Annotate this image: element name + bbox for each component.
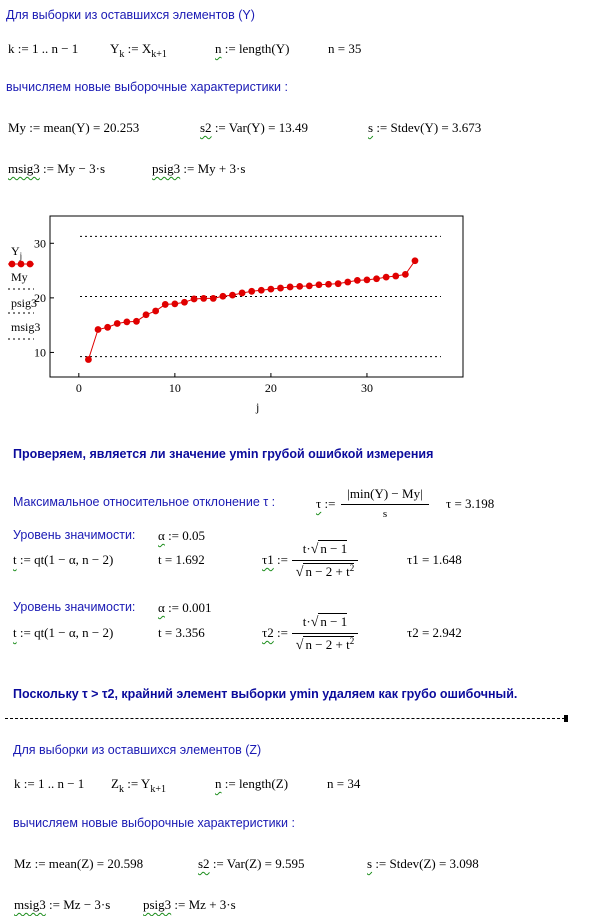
t-definition-2[interactable]: t := qt(1 − α, n − 2) — [13, 625, 114, 640]
mean-z-expr[interactable]: Mz := mean(Z) = 20.598 — [14, 856, 144, 871]
max-dev-label: Максимальное относительное отклонение τ : — [13, 495, 276, 509]
x-axis-label: j — [256, 400, 260, 414]
y-data-point — [229, 292, 236, 299]
y-data-point — [171, 300, 178, 307]
y-data-point — [354, 277, 361, 284]
y-data-point — [152, 308, 159, 315]
mean-y-expr[interactable]: My := mean(Y) = 20.253 — [8, 120, 140, 135]
y-tick-label: 20 — [34, 290, 46, 305]
tau2-value-result[interactable]: τ2 = 2.942 — [407, 625, 462, 640]
z-definition-expr[interactable]: $Z_k$ := $Y_{k+1}$ — [111, 776, 166, 795]
y-tick-label: 30 — [34, 236, 46, 251]
y-data-point — [104, 324, 111, 331]
y-data-point — [268, 286, 275, 293]
y-data-point — [191, 296, 198, 303]
tau1-fraction[interactable]: t·√ n − 1 √ $n - 2 + t^2$ — [292, 541, 358, 581]
tau1-definition-lhs[interactable]: τ1 := — [262, 552, 288, 567]
significance-label-2: Уровень значимости: — [13, 600, 136, 614]
psig3-expr-z[interactable]: psig3 := Mz + 3·s — [143, 897, 236, 912]
legend-y-label: $Y_j$ — [11, 244, 23, 261]
tau2-fraction[interactable]: t·√ n − 1 √ $n - 2 + t^2$ — [292, 614, 358, 654]
t-definition-1[interactable]: t := qt(1 − α, n − 2) — [13, 552, 114, 567]
plot-frame — [50, 216, 463, 377]
n-definition-expr-z[interactable]: n := length(Z) — [215, 776, 289, 791]
k-range-expr[interactable]: k := 1 .. n − 1 — [8, 41, 79, 56]
y-data-point — [95, 326, 102, 333]
section-subtitle-z: вычисляем новые выборочные характеристики : — [13, 816, 295, 830]
y-data-point — [210, 295, 217, 302]
page-divider — [5, 718, 565, 719]
conclusion-text: Поскольку τ > τ2, крайний элемент выборки ymin удаляем как грубо ошибочный. — [13, 687, 518, 701]
y-data-point — [344, 279, 351, 286]
y-data-point — [335, 280, 342, 287]
t-value-result-1[interactable]: t = 1.692 — [158, 552, 205, 567]
alpha-definition-2[interactable]: α := 0.001 — [158, 600, 212, 615]
y-data-point — [85, 356, 92, 363]
y-data-point — [162, 301, 169, 308]
var-z-expr[interactable]: s2 := Var(Z) = 9.595 — [198, 856, 305, 871]
y-definition-expr[interactable]: $Y_k$ := $X_{k+1}$ — [110, 41, 167, 60]
y-data-point — [402, 271, 409, 278]
y-data-point — [239, 290, 246, 297]
x-tick-label: 10 — [168, 381, 181, 395]
tau-value-result[interactable]: τ = 3.198 — [446, 496, 495, 511]
y-data-point — [412, 257, 419, 264]
alpha-definition-1[interactable]: α := 0.05 — [158, 528, 206, 543]
y-tick-label: 10 — [34, 345, 46, 360]
y-data-point — [316, 281, 323, 288]
y-data-point — [373, 275, 380, 282]
psig3-expr[interactable]: psig3 := My + 3·s — [152, 161, 246, 176]
legend-psig3-label: psig3 — [11, 296, 38, 310]
section-subtitle-y: вычисляем новые выборочные характеристики : — [6, 80, 288, 94]
y-data-point — [143, 311, 150, 318]
tau2-definition-lhs[interactable]: τ2 := — [262, 625, 288, 640]
x-tick-label: 0 — [75, 381, 82, 395]
y-data-point — [306, 282, 313, 289]
divider-end-marker — [564, 715, 568, 722]
tau-fraction[interactable]: |min(Y) − My| s — [341, 486, 429, 520]
n-definition-expr[interactable]: n := length(Y) — [215, 41, 290, 56]
y-data-point — [200, 295, 207, 302]
tau1-value-result[interactable]: τ1 = 1.648 — [407, 552, 462, 567]
legend-y-marker — [18, 261, 25, 268]
y-data-point — [123, 318, 130, 325]
y-data-point — [392, 273, 399, 280]
legend-my-label: My — [11, 270, 28, 284]
n-value-result-z[interactable]: n = 34 — [327, 776, 361, 791]
k-range-expr-z[interactable]: k := 1 .. n − 1 — [14, 776, 85, 791]
y-data-point — [181, 299, 188, 306]
msig3-expr[interactable]: msig3 := My − 3·s — [8, 161, 106, 176]
x-tick-label: 20 — [264, 381, 277, 395]
y-data-point — [258, 287, 265, 294]
y-data-point — [364, 276, 371, 283]
stdev-y-expr[interactable]: s := Stdev(Y) = 3.673 — [368, 120, 482, 135]
y-data-point — [296, 283, 303, 290]
y-data-point — [277, 285, 284, 292]
y-data-point — [325, 281, 332, 288]
msig3-expr-z[interactable]: msig3 := Mz − 3·s — [14, 897, 111, 912]
section-title-z: Для выборки из оставшихся элементов (Z) — [13, 743, 262, 757]
y-data-point — [287, 284, 294, 291]
var-y-expr[interactable]: s2 := Var(Y) = 13.49 — [200, 120, 308, 135]
x-tick-label: 30 — [360, 381, 373, 395]
legend-y-marker — [27, 261, 34, 268]
y-data-point — [219, 293, 226, 300]
check-title: Проверяем, является ли значение ymin грубой ошибкой измерения — [13, 447, 434, 461]
significance-label-1: Уровень значимости: — [13, 528, 136, 542]
stdev-z-expr[interactable]: s := Stdev(Z) = 3.098 — [367, 856, 479, 871]
y-data-point — [383, 274, 390, 281]
y-series-line — [88, 261, 415, 360]
n-value-result[interactable]: n = 35 — [328, 41, 362, 56]
sample-chart[interactable] — [0, 0, 591, 420]
t-value-result-2[interactable]: t = 3.356 — [158, 625, 205, 640]
y-data-point — [114, 320, 121, 327]
section-title-y: Для выборки из оставшихся элементов (Y) — [6, 8, 255, 22]
legend-y-marker — [9, 261, 16, 268]
y-data-point — [248, 288, 255, 295]
y-data-point — [133, 318, 140, 325]
tau-definition-lhs[interactable]: τ := — [316, 496, 336, 511]
legend-msig3-label: msig3 — [11, 320, 41, 334]
